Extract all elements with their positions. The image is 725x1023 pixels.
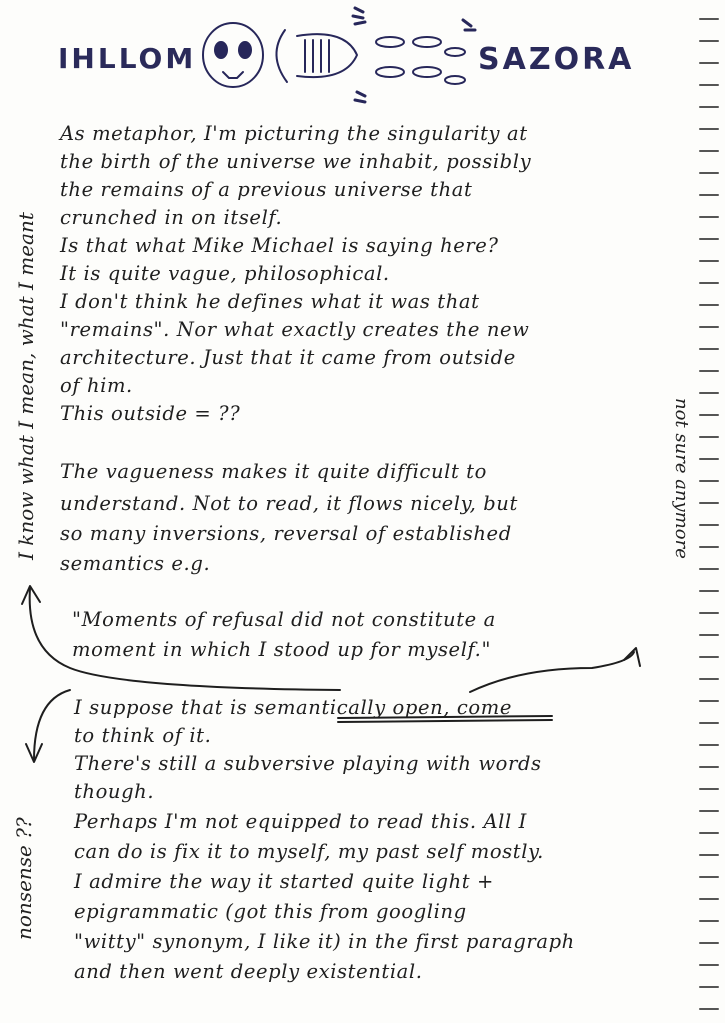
quote-line: "Moments of refusal did not constitute a — [72, 608, 496, 631]
header-right-word: SAZORA — [478, 42, 635, 77]
text-line: architecture. Just that it came from outside — [60, 346, 516, 369]
text-line: to think of it. — [74, 724, 212, 747]
text-line: though. — [74, 780, 155, 803]
text-line: Perhaps I'm not equipped to read this. All I — [74, 810, 527, 833]
text-line: epigrammatic (got this from googling — [74, 900, 467, 923]
text-line: the remains of a previous universe that — [60, 178, 473, 201]
text-line: semantics e.g. — [60, 552, 211, 575]
text-line: Is that what Mike Michael is saying here? — [60, 234, 499, 257]
text-line: and then went deeply existential. — [74, 960, 423, 983]
margin-note-right: not sure anymore — [671, 398, 692, 559]
text-line: can do is fix it to myself, my past self mostly. — [74, 840, 544, 863]
text-line: I don't think he defines what it was that — [60, 290, 480, 313]
text-line: "remains". Nor what exactly creates the new — [60, 318, 530, 341]
text-line: so many inversions, reversal of established — [60, 522, 512, 545]
header-left-word: IHLLOM — [58, 42, 197, 75]
text-line: I admire the way it started quite light + — [74, 870, 494, 893]
margin-note-left-top: I know what I mean, what I meant — [14, 212, 38, 560]
text-line: This outside = ?? — [60, 402, 241, 425]
text-line: "witty" synonym, I like it) in the first paragraph — [74, 930, 575, 953]
quote-line: moment in which I stood up for myself." — [72, 638, 492, 661]
text-line: The vagueness makes it quite difficult to — [60, 460, 487, 483]
text-line: I suppose that is semantically open, come — [74, 696, 512, 719]
text-line: As metaphor, I'm picturing the singularity at — [60, 122, 528, 145]
text-line: of him. — [60, 374, 133, 397]
text-line: understand. Not to read, it flows nicely, but — [60, 492, 518, 515]
text-line: crunched in on itself. — [60, 206, 283, 229]
margin-note-left-bottom: nonsense ?? — [12, 817, 36, 940]
text-line: It is quite vague, philosophical. — [60, 262, 390, 285]
text-line: the birth of the universe we inhabit, possibly — [60, 150, 532, 173]
text-line: There's still a subversive playing with words — [74, 752, 542, 775]
